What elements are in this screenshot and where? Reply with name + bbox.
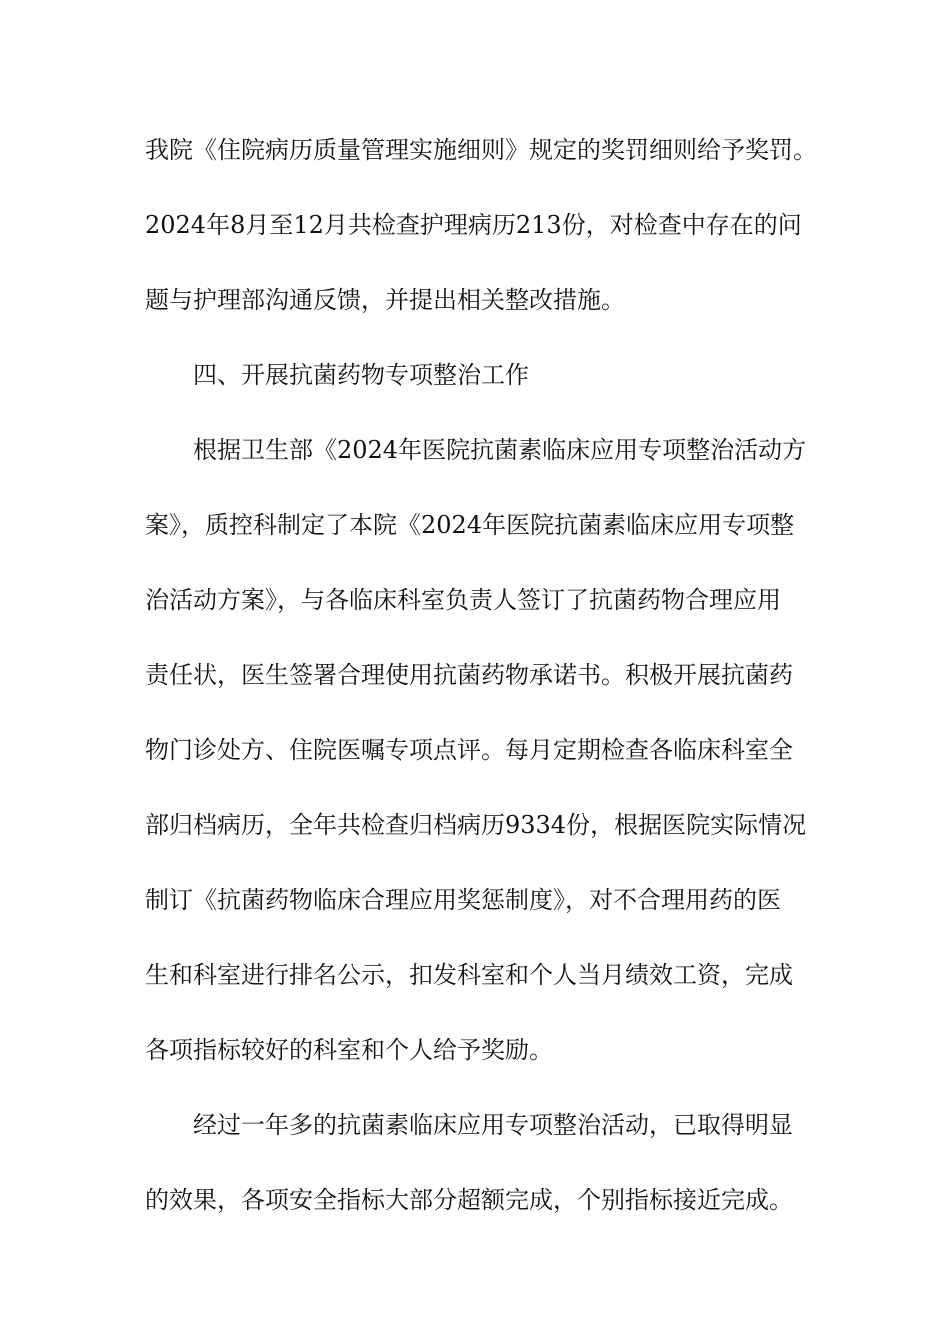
text-line: 治活动方案》，与各临床科室负责人签订了抗菌药物合理应用 xyxy=(145,586,781,614)
text-line: 根据卫生部《2024年医院抗菌素临床应用专项整治活动方 xyxy=(193,436,807,464)
text-line: 2024年8月至12月共检查护理病历213份，对检查中存在的问 xyxy=(145,211,802,239)
text-line: 题与护理部沟通反馈，并提出相关整改措施。 xyxy=(145,286,625,314)
text-line: 案》，质控科制定了本院《2024年医院抗菌素临床应用专项整 xyxy=(145,511,795,539)
section-heading: 四、开展抗菌药物专项整治工作 xyxy=(193,361,529,389)
text-line: 制订《抗菌药物临床合理应用奖惩制度》，对不合理用药的医 xyxy=(145,886,781,914)
text-line: 各项指标较好的科室和个人给予奖励。 xyxy=(145,1036,553,1064)
text-line: 的效果，各项安全指标大部分超额完成，个别指标接近完成。 xyxy=(145,1186,793,1214)
text-line: 我院《住院病历质量管理实施细则》规定的奖罚细则给予奖罚。 xyxy=(145,136,817,164)
text-line: 经过一年多的抗菌素临床应用专项整治活动，已取得明显 xyxy=(193,1111,793,1139)
text-line: 物门诊处方、住院医嘱专项点评。每月定期检查各临床科室全 xyxy=(145,736,793,764)
text-line: 部归档病历，全年共检查归档病历9334份，根据医院实际情况 xyxy=(145,811,807,839)
text-line: 责任状，医生签署合理使用抗菌药物承诺书。积极开展抗菌药 xyxy=(145,661,793,689)
text-line: 生和科室进行排名公示，扣发科室和个人当月绩效工资，完成 xyxy=(145,961,793,989)
